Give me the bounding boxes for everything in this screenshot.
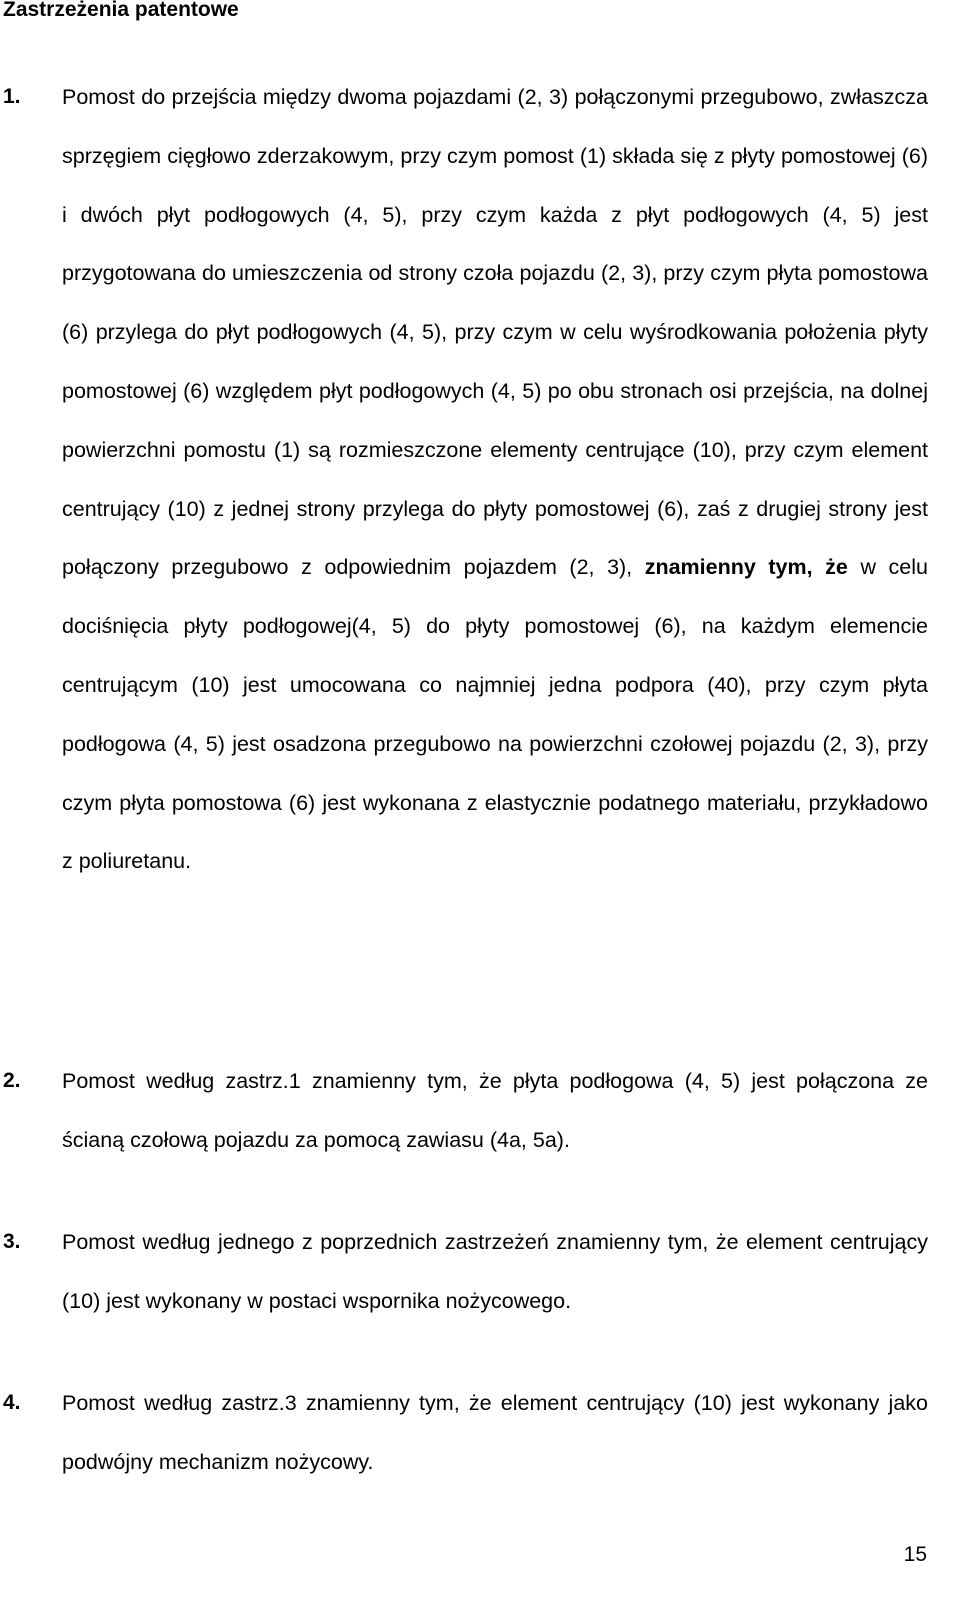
- claim-text-part: w celu dociśnięcia płyty podłogowej(4, 5) do płyty pomostowej (6), na każdym elemencie centrującym (10) jest umocowana co najmniej jedna podpora (40), przy czym płyta podłogowa (4, 5) jest osadzona przegubowo na powierzchni czołowej pojazdu (2, 3), przy czym płyta pomostowa (6) jest wykonana z elastycznie podatnego materiału, przykładowo z poliuretanu.: [62, 555, 928, 874]
- claim-text: Pomost według zastrz.1 znamienny tym, że płyta podłogowa (4, 5) jest połączona ze ścianą czołową pojazdu za pomocą zawiasu (4a, 5a).: [62, 1069, 928, 1152]
- claim-text: Pomost według jednego z poprzednich zastrzeżeń znamienny tym, że element centrujący (10) jest wykonany w postaci wspornika nożycowego.: [62, 1230, 928, 1313]
- claim-3: [0, 1213, 930, 1331]
- claim-4: [0, 1374, 930, 1492]
- page-title: Zastrzeżenia patentowe: [3, 0, 239, 21]
- claim-2: [0, 1052, 930, 1170]
- claim-number: 2.: [3, 1069, 21, 1092]
- claim-1: [0, 68, 930, 891]
- claim-text: [62, 68, 928, 891]
- claim-text: Pomost według zastrz.3 znamienny tym, że element centrujący (10) jest wykonany jako podwójny mechanizm nożycowy.: [62, 1391, 928, 1474]
- claim-text-part: Pomost do przejścia między dwoma pojazdami (2, 3) połączonymi przegubowo, zwłaszcza sprzęgiem cięgłowo zderzakowym, przy czym pomost (1) składa się z płyty pomostowej (6) i dwóch płyt podłogowych (4, 5), przy czym każda z płyt podłogowych (4, 5) jest przygotowana do umieszczenia od strony czoła pojazdu (2, 3), przy czym płyta pomostowa (6) przylega do płyt podłogowych (4, 5), przy czym w celu wyśrodkowania położenia płyty pomostowej (6) względem płyt podłogowych (4, 5) po obu stronach osi przejścia, na dolnej powierzchni pomostu (1) są rozmieszczone elementy centrujące (10), przy czym element centrujący (10) z jednej strony przylega do płyty pomostowej (6), zaś z drugiej strony jest połączony przegubowo z odpowiednim pojazdem (2, 3),: [62, 85, 928, 580]
- claim-emphasis: znamienny tym, że: [644, 555, 848, 580]
- claim-number: 1.: [3, 85, 21, 108]
- page-number: 15: [903, 1543, 927, 1566]
- claim-number: 3.: [3, 1230, 21, 1253]
- claim-number: 4.: [3, 1391, 21, 1414]
